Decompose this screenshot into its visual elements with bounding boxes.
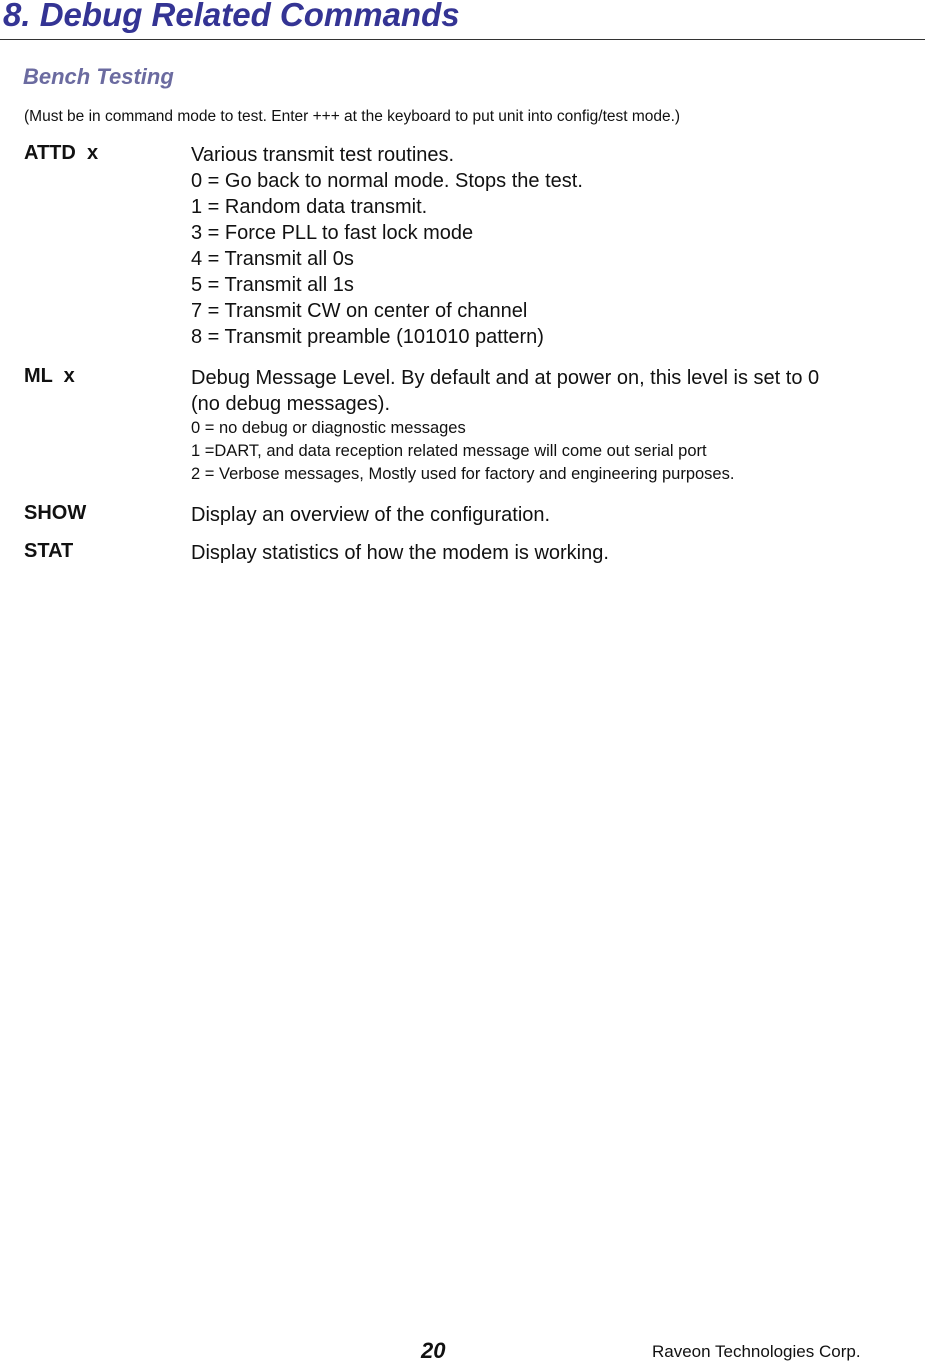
description-line: (no debug messages). [191,393,391,415]
command-term-ml: ML x [24,365,75,387]
command-description-attd [191,142,921,350]
intro-note: (Must be in command mode to test. Enter +++ at the keyboard to put unit into config/test mode.) [24,108,681,125]
description-line: Display statistics of how the modem is working. [191,542,609,564]
description-line: 7 = Transmit CW on center of channel [191,300,528,322]
page-title: 8. Debug Related Commands [3,0,460,33]
title-divider [0,39,925,40]
command-term-stat: STAT [24,540,74,562]
description-line: 2 = Verbose messages, Mostly used for factory and engineering purposes. [191,465,735,483]
section-heading: Bench Testing [23,64,174,89]
description-line: 8 = Transmit preamble (101010 pattern) [191,326,544,348]
description-line: 1 = Random data transmit. [191,196,428,218]
description-line: Display an overview of the configuration. [191,504,551,526]
description-line: 1 =DART, and data reception related message will come out serial port [191,442,707,460]
description-line: 5 = Transmit all 1s [191,274,354,296]
command-term-attd: ATTD x [24,142,99,164]
description-line: Various transmit test routines. [191,144,455,166]
description-line: 0 = no debug or diagnostic messages [191,419,466,437]
company-name: Raveon Technologies Corp. [652,1342,861,1361]
command-description-show [191,502,921,528]
description-line: 4 = Transmit all 0s [191,248,354,270]
description-line: Debug Message Level. By default and at power on, this level is set to 0 [191,367,820,389]
command-description-ml [191,365,921,486]
description-line: 0 = Go back to normal mode. Stops the test. [191,170,583,192]
command-description-stat [191,540,921,566]
page-number: 20 [421,1338,446,1363]
description-line: 3 = Force PLL to fast lock mode [191,222,474,244]
command-term-show: SHOW [24,502,87,524]
